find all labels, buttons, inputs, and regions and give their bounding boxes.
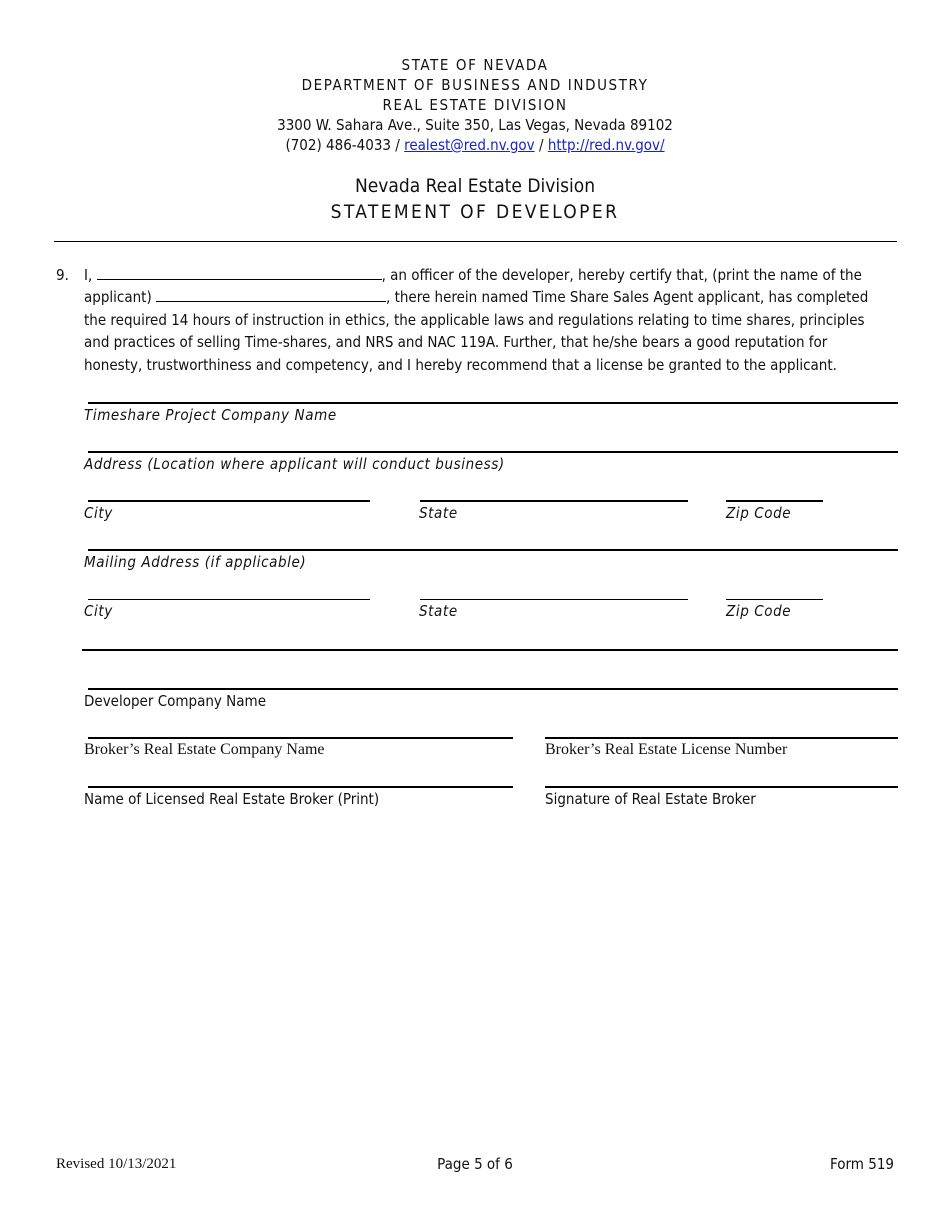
mailing-city-label: City [84, 602, 113, 620]
footer-page-number: Page 5 of 6 [437, 1155, 513, 1173]
broker-signature-label: Signature of Real Estate Broker [545, 790, 756, 808]
statement-line-5: honesty, trustworthiness and competency, and I hereby recommend that a license be granted to the applicant. [84, 356, 837, 374]
state-field[interactable] [420, 500, 688, 502]
statement-line-4: and practices of selling Time-shares, and NRS and NAC 119A. Further, that he/she bears a good reputation for [84, 333, 828, 351]
address-field[interactable] [88, 451, 898, 453]
broker-license-field[interactable] [545, 737, 898, 739]
header-contact [0, 135, 950, 155]
page-title: Nevada Real Estate Division [354, 175, 596, 197]
statement-line-1 [84, 264, 862, 287]
zip-field[interactable] [726, 500, 823, 502]
website-link[interactable]: http://red.nv.gov/ [547, 136, 665, 154]
state-label: State [419, 504, 458, 522]
mailing-state-field[interactable] [420, 599, 688, 600]
section-divider [82, 649, 898, 651]
city-label: City [84, 504, 113, 522]
header-phone: (702) 486-4033 [285, 136, 391, 154]
mailing-city-field[interactable] [88, 599, 370, 600]
header-department: DEPARTMENT OF BUSINESS AND INDUSTRY [301, 76, 649, 94]
applicant-name-blank[interactable] [156, 287, 386, 302]
header-address: 3300 W. Sahara Ave., Suite 350, Las Vegas, Nevada 89102 [277, 116, 673, 134]
broker-company-field[interactable] [88, 737, 513, 739]
project-company-field[interactable] [88, 402, 898, 404]
statement-line-2-rest: , there herein named Time Share Sales Agent applicant, has completed [386, 288, 869, 306]
header-state: STATE OF NEVADA [401, 56, 549, 74]
broker-name-label: Name of Licensed Real Estate Broker (Print) [84, 790, 380, 808]
footer-revised: Revised 10/13/2021 [56, 1156, 177, 1172]
statement-i: I, [84, 266, 93, 284]
broker-name-field[interactable] [88, 786, 513, 788]
statement-applicant: applicant) [84, 288, 152, 306]
mailing-address-field[interactable] [88, 549, 898, 551]
city-field[interactable] [88, 500, 370, 502]
header-separator-2: / [538, 136, 544, 154]
broker-license-label: Broker’s Real Estate License Number [545, 741, 788, 758]
footer-form-number: Form 519 [830, 1155, 894, 1173]
header-divider [54, 241, 897, 242]
mailing-state-label: State [419, 602, 458, 620]
header-division: REAL ESTATE DIVISION [382, 96, 568, 114]
zip-label: Zip Code [726, 504, 792, 522]
project-company-label: Timeshare Project Company Name [84, 406, 337, 424]
mailing-zip-label: Zip Code [726, 602, 792, 620]
officer-name-blank[interactable] [97, 265, 382, 280]
mailing-address-label: Mailing Address (if applicable) [84, 553, 307, 571]
statement-line-3: the required 14 hours of instruction in ethics, the applicable laws and regulations relating to time shares, principles [84, 311, 865, 329]
broker-company-label: Broker’s Real Estate Company Name [84, 741, 325, 758]
developer-company-label: Developer Company Name [84, 692, 266, 710]
developer-company-field[interactable] [88, 688, 898, 690]
statement-line-1-rest: , an officer of the developer, hereby certify that, (print the name of the [381, 266, 862, 284]
page-subtitle: STATEMENT OF DEVELOPER [330, 201, 620, 223]
item-number: 9. [56, 266, 69, 284]
email-link[interactable]: realest@red.nv.gov [404, 136, 535, 154]
statement-line-2 [84, 286, 868, 309]
address-label: Address (Location where applicant will conduct business) [84, 455, 505, 473]
broker-signature-field[interactable] [545, 786, 898, 788]
mailing-zip-field[interactable] [726, 599, 823, 600]
header-separator: / [395, 136, 400, 154]
